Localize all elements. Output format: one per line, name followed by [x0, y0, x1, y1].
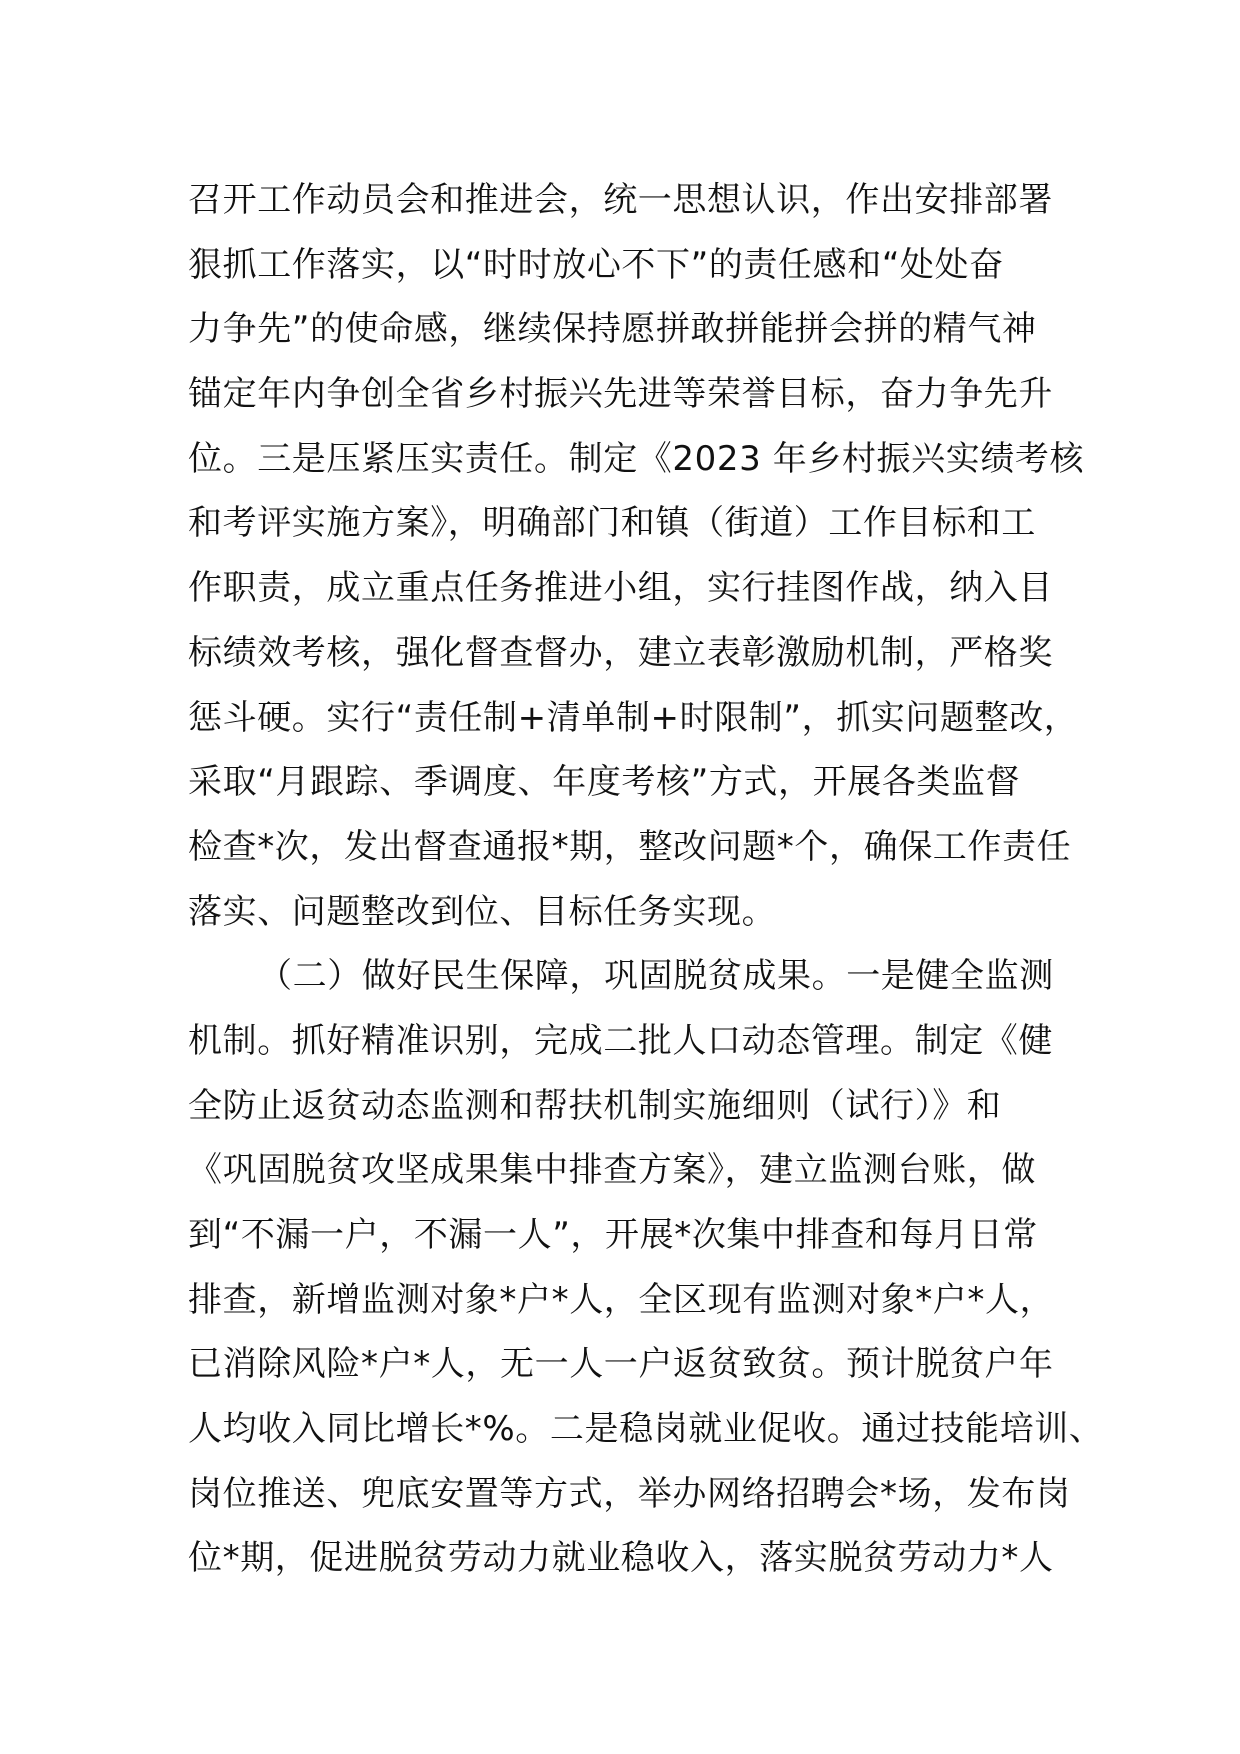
text-line: 力争先”的使命感，继续保持愿拼敢拼能拼会拼的精气神 [188, 309, 1037, 350]
text-line: 召开工作动员会和推进会，统一思想认识，作出安排部署 [188, 180, 1053, 220]
text-line: 和考评实施方案》，明确部门和镇（街道）工作目标和工 [188, 503, 1036, 544]
section-heading-line: （二）做好民生保障，巩固脱贫成果。一是健全监测 [258, 956, 1054, 997]
text-line: 岗位推送、兜底安置等方式，举办网络招聘会*场，发布岗 [188, 1473, 1071, 1514]
text-line: 落实、问题整改到位、目标任务实现。 [188, 891, 777, 932]
text-line: 排查，新增监测对象*户*人，全区现有监测对象*户*人， [188, 1279, 1055, 1320]
text-line: 人均收入同比增长*%。二是稳岗就业促收。通过技能培训、 [188, 1409, 1104, 1450]
text-line: 检查*次，发出督查通报*期，整改问题*个，确保工作责任 [188, 826, 1072, 867]
text-line: 《巩固脱贫攻坚成果集中排查方案》，建立监测台账，做 [188, 1150, 1036, 1191]
text-line: 全防止返贫动态监测和帮扶机制实施细则（试行）》和 [188, 1085, 1002, 1126]
text-line: 到“不漏一户，不漏一人”，开展*次集中排查和每月日常 [188, 1215, 1038, 1255]
text-line: 采取“月跟踪、季调度、年度考核”方式，开展各类监督 [188, 762, 1021, 803]
document-body [188, 168, 1104, 1591]
text-line: 机制。抓好精准识别，完成二批人口动态管理。制定《健 [188, 1020, 1053, 1061]
text-line: 位。三是压紧压实责任。制定《2023 年乡村振兴实绩考核 [188, 438, 1085, 479]
text-line: 狠抓工作落实，以“时时放心不下”的责任感和“处处奋 [188, 244, 1004, 285]
text-line: 位*期，促进脱贫劳动力就业稳收入，落实脱贫劳动力*人 [188, 1538, 1054, 1579]
text-line: 锚定年内争创全省乡村振兴先进等荣誉目标，奋力争先升 [188, 374, 1053, 415]
text-line: 标绩效考核，强化督查督办，建立表彰激励机制，严格奖 [188, 632, 1053, 673]
text-line: 已消除风险*户*人，无一人一户返贫致贫。预计脱贫户年 [188, 1344, 1054, 1385]
text-line: 作职责，成立重点任务推进小组，实行挂图作战，纳入目 [188, 568, 1053, 609]
text-line: 惩斗硬。实行“责任制+清单制+时限制”，抓实问题整改， [188, 697, 1079, 738]
